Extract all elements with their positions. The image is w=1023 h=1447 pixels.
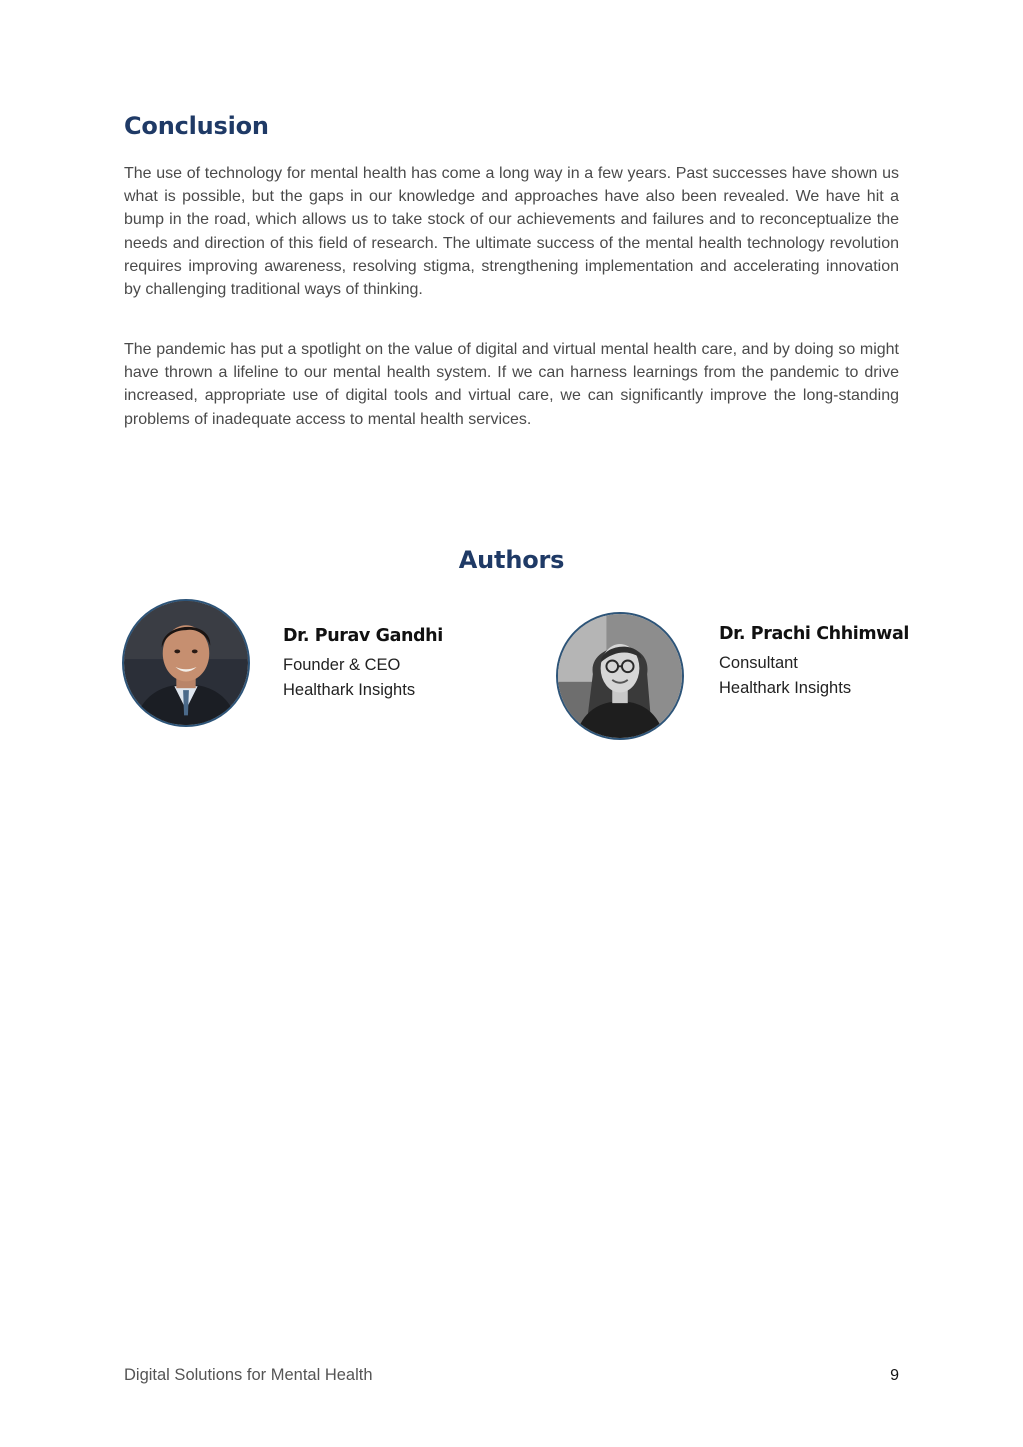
author-organization: Healthark Insights	[283, 681, 416, 699]
conclusion-paragraph-1: The use of technology for mental health has come a long way in a few years. Past successes have shown us what is possible, but the gaps in our knowledge and approaches have also been revealed. We have hit a bump in the road, which allows us to take stock of our achievements and failures and to reconceptualize the needs and direction of this field of research. The ultimate success of the mental health technology revolution requires improving awareness, resolving stigma, strengthening implementation and accelerating innovation by challenging traditional ways of thinking.	[124, 165, 899, 299]
portrait-image	[124, 601, 248, 725]
author-photo-prachi-chhimwal	[556, 612, 684, 740]
footer-document-title: Digital Solutions for Mental Health	[124, 1366, 373, 1384]
conclusion-paragraph-2: The pandemic has put a spotlight on the value of digital and virtual mental health care, and by doing so might have thrown a lifeline to our mental health system. If we can harness learnings from the pandemic to drive increased, appropriate use of digital tools and virtual care, we can significantly improve the long-standing problems of inadequate access to mental health services.	[124, 341, 899, 428]
author-name: Dr. Purav Gandhi	[283, 626, 443, 646]
author-photo-purav-gandhi	[122, 599, 250, 727]
author-name: Dr. Prachi Chhimwal	[719, 624, 909, 644]
author-role: Founder & CEO	[283, 656, 401, 674]
author-role: Consultant	[719, 654, 798, 672]
portrait-image	[558, 614, 682, 738]
page-number: 9	[890, 1367, 899, 1384]
author-organization: Healthark Insights	[719, 679, 852, 697]
conclusion-heading: Conclusion	[124, 112, 269, 140]
authors-heading: Authors	[458, 546, 565, 574]
